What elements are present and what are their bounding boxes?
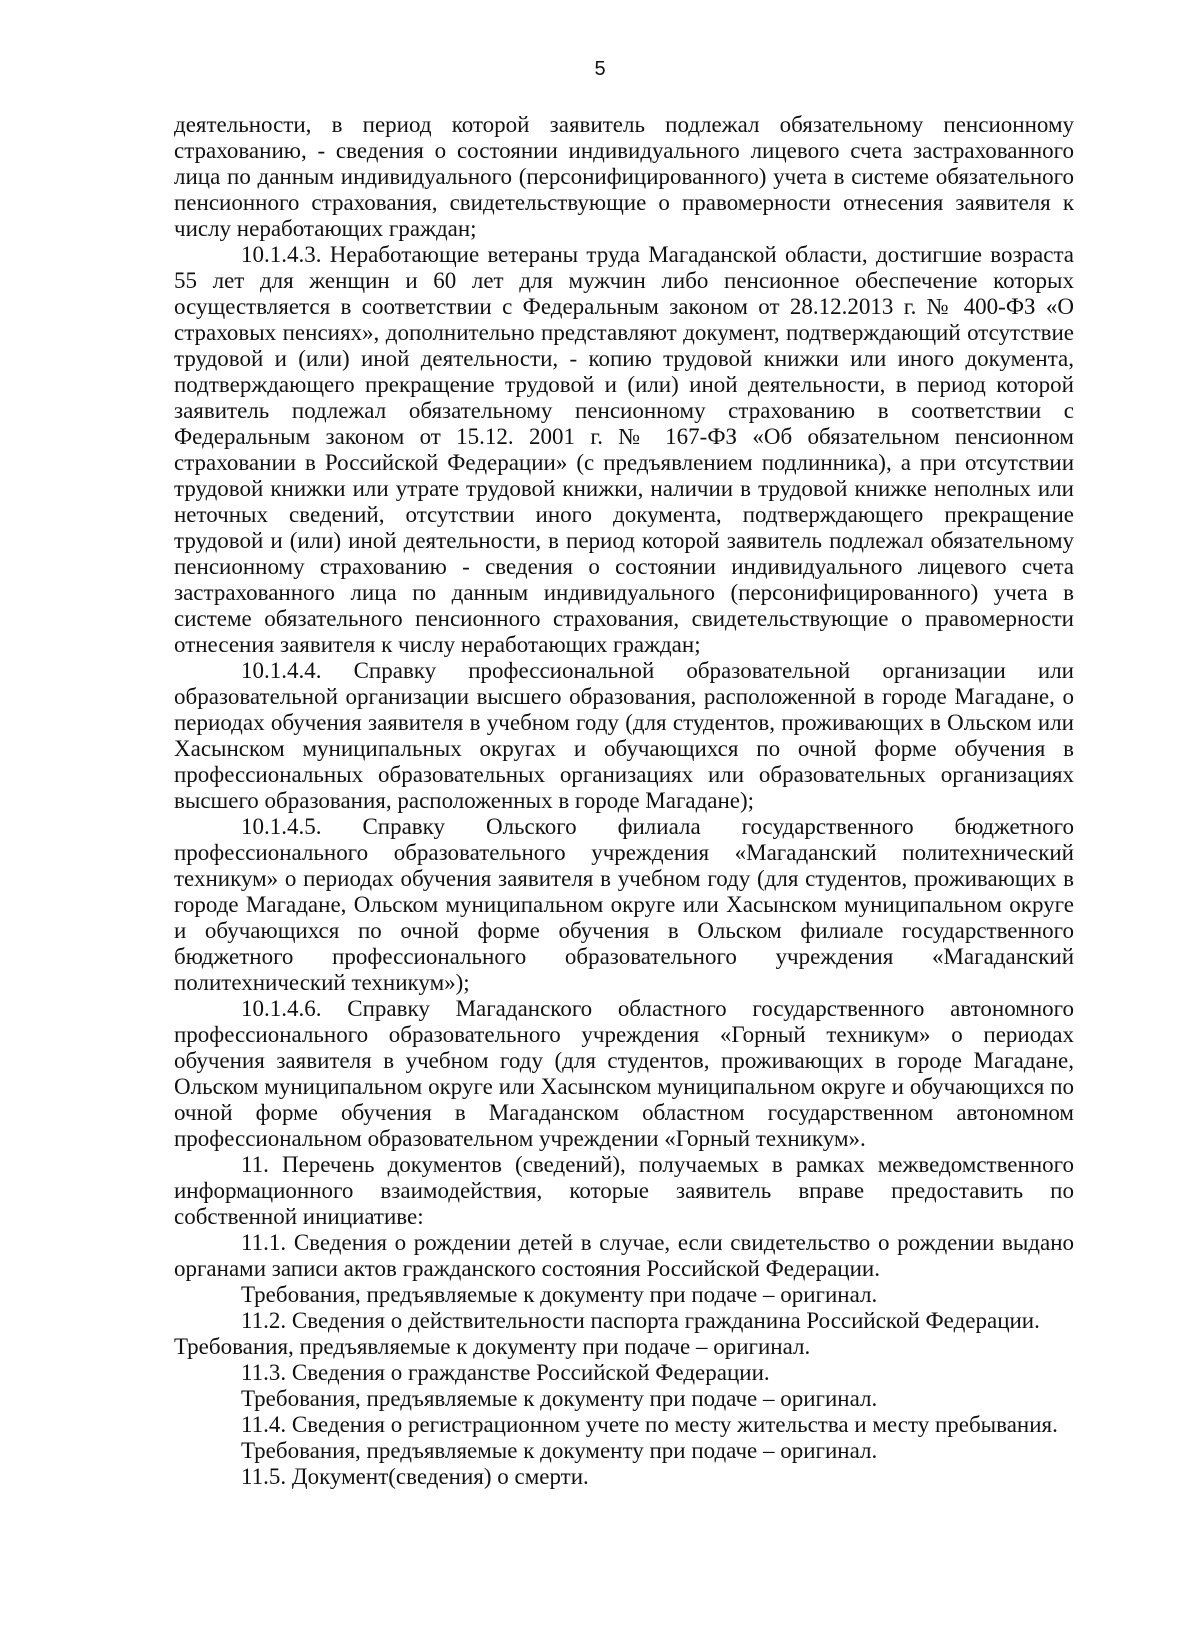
- paragraph-10-1-4-3: 10.1.4.3. Неработающие ветераны труда Магаданской области, достигшие возраста 55 лет для женщин и 60 лет для мужчин либо пенсионное обеспечение которых осуществляется в соответствии с Федеральным законом от 28.12.2013 г. № 400-ФЗ «О страховых пенсиях», дополнительно представляют документ, подтверждающий отсутствие трудовой и (или) иной деятельности, - копию трудовой книжки или иного документа, подтверждающего прекращение трудовой и (или) иной деятельности, в период которой заявитель подлежал обязательному пенсионному страхованию в соответствии с Федеральным законом от 15.12. 2001 г. № 167-ФЗ «Об обязательном пенсионном страховании в Российской Федерации» (с предъявлением подлинника), а при отсутствии трудовой книжки или утрате трудовой книжки, наличии в трудовой книжке неполных или неточных сведений, отсутствии иного документа, подтверждающего прекращение трудовой и (или) иной деятельности, в период которой заявитель подлежал обязательному пенсионному страхованию - сведения о состоянии индивидуального лицевого счета застрахованного лица по данным индивидуального (персонифицированного) учета в системе обязательного пенсионного страхования, свидетельствующие о правомерности отнесения заявителя к числу неработающих граждан;: [174, 242, 1074, 657]
- paragraph-requirements: Требования, предъявляемые к документу при подаче – оригинал.: [174, 1334, 811, 1359]
- document-body: [174, 112, 1074, 1490]
- paragraph-requirements: Требования, предъявляемые к документу при подаче – оригинал.: [241, 1386, 878, 1411]
- paragraph-11-5: 11.5. Документ(сведения) о смерти.: [241, 1464, 589, 1489]
- paragraph-requirements: Требования, предъявляемые к документу при подаче – оригинал.: [241, 1438, 878, 1463]
- paragraph-continuation: деятельности, в период которой заявитель подлежал обязательному пенсионному страхованию, - сведения о состоянии индивидуального лицевого счета застрахованного лица по данным индивидуального (персонифицированного) учета в системе обязательного пенсионного страхования, свидетельствующие о правомерности отнесения заявителя к числу неработающих граждан;: [174, 112, 1074, 241]
- paragraph-10-1-4-5: 10.1.4.5. Справку Ольского филиала государственного бюджетного профессионального образовательного учреждения «Магаданский политехнический техникум» о периодах обучения заявителя в учебном году (для студентов, проживающих в городе Магадане, Ольском муниципальном округе или Хасынском муниципальном округе и обучающихся по очной форме обучения в Ольском филиале государственного бюджетного профессионального образовательного учреждения «Магаданский политехнический техникум»);: [174, 814, 1074, 995]
- paragraph-11-3: 11.3. Сведения о гражданстве Российской Федерации.: [241, 1360, 770, 1385]
- paragraph-10-1-4-4: 10.1.4.4. Справку профессиональной образовательной организации или образовательной организации высшего образования, расположенной в городе Магадане, о периодах обучения заявителя в учебном году (для студентов, проживающих в Ольском или Хасынском муниципальных округах и обучающихся по очной форме обучения в профессиональных образовательных организациях или образовательных организациях высшего образования, расположенных в городе Магадане);: [174, 658, 1074, 813]
- paragraph-11-1: 11.1. Сведения о рождении детей в случае, если свидетельство о рождении выдано органами записи актов гражданского состояния Российской Федерации.: [174, 1230, 1074, 1281]
- paragraph-11-4: 11.4. Сведения о регистрационном учете по месту жительства и месту пребывания.: [241, 1412, 1058, 1437]
- paragraph-11: 11. Перечень документов (сведений), получаемых в рамках межведомственного информационного взаимодействия, которые заявитель вправе предоставить по собственной инициативе:: [174, 1152, 1074, 1229]
- paragraph-10-1-4-6: 10.1.4.6. Справку Магаданского областного государственного автономного профессионального образовательного учреждения «Горный техникум» о периодах обучения заявителя в учебном году (для студентов, проживающих в городе Магадане, Ольском муниципальном округе или Хасынском муниципальном округе и обучающихся по очной форме обучения в Магаданском областном государственном автономном профессиональном образовательном учреждении «Горный техникум».: [174, 996, 1074, 1151]
- page-number: 5: [594, 58, 606, 80]
- paragraph-requirements: Требования, предъявляемые к документу при подаче – оригинал.: [241, 1282, 878, 1307]
- paragraph-11-2: 11.2. Сведения о действительности паспорта гражданина Российской Федерации.: [241, 1308, 1040, 1333]
